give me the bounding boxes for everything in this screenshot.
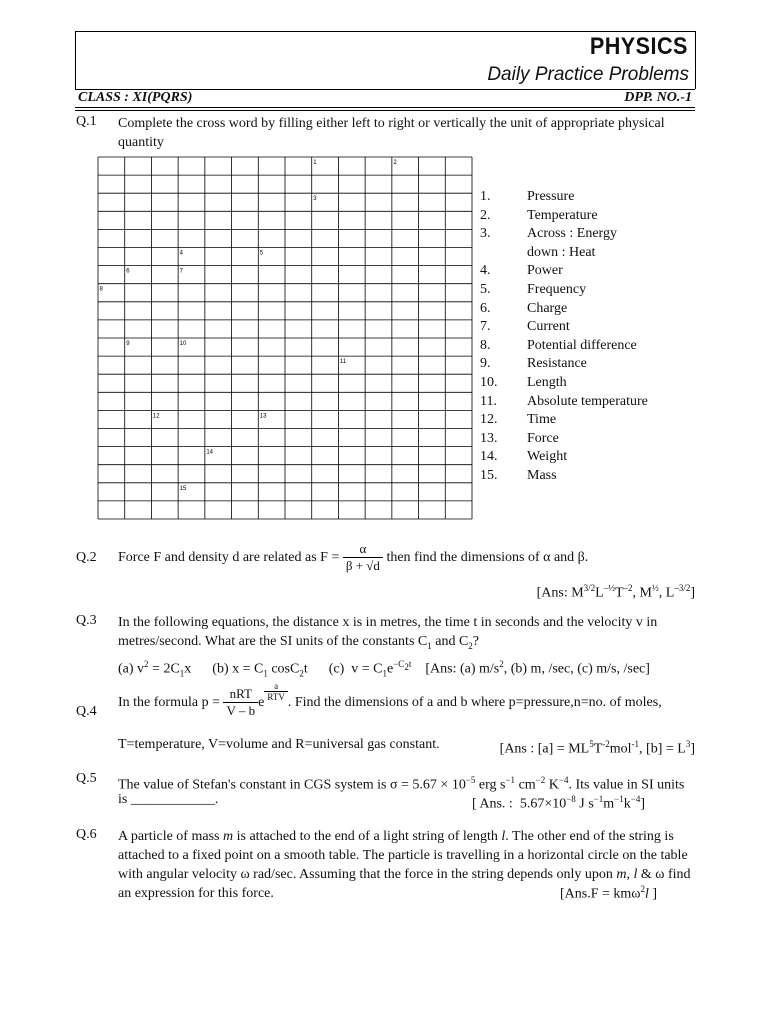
question-number: Q.2 [76, 550, 97, 565]
clue-text: Across : Energy [527, 226, 617, 242]
clue-number: 3. [480, 226, 491, 242]
grid-number: 15 [179, 485, 187, 492]
q4-line2 [118, 735, 695, 757]
clue-item [480, 411, 648, 430]
grid-number: 12 [152, 413, 160, 420]
q6-answer: [Ans.F = kmω$^2$l ] [560, 884, 658, 902]
clue-text: Length [527, 374, 567, 390]
clue-text: Potential difference [527, 337, 637, 353]
grid-number: 9 [126, 341, 130, 347]
q4-pre: In the formula p = [118, 695, 220, 710]
header-rule [75, 107, 695, 108]
clue-number: 10. [480, 374, 498, 390]
clue-item [480, 300, 648, 319]
q4-exp-den: RTV [267, 692, 285, 702]
clue-number: 7. [480, 319, 491, 335]
clue-text: Mass [527, 467, 557, 483]
clue-item [480, 281, 648, 300]
dpp-number: DPP. NO.-1 [624, 90, 692, 105]
clue-number: 12. [480, 412, 498, 428]
grid-number: 11 [339, 359, 347, 366]
q5-answer: [ Ans. : $5.67\times 10^{-8}$ J $s^{-1}m^{-1}k^{-4}$] [471, 794, 645, 812]
question-text [118, 540, 695, 576]
q4-frac-num: nRT [223, 686, 258, 703]
clue-item [480, 207, 648, 226]
question-number: Q.6 [76, 827, 97, 842]
clue-text: Current [527, 319, 570, 335]
clue-item [480, 225, 648, 244]
header-frame-right [695, 31, 696, 89]
question-text: Complete the cross word by filling either left to right or vertically the unit of appropriate physical quantity [118, 116, 665, 150]
question-number: Q.1 [76, 114, 97, 129]
clue-item [480, 188, 648, 207]
subject-title: PHYSICS [590, 33, 688, 60]
grid-number: 5 [259, 250, 264, 257]
clue-number: 11. [480, 393, 497, 409]
q4-exp-num: a [264, 681, 287, 692]
grid-number: 13 [259, 413, 267, 420]
clue-text: Charge [527, 300, 568, 316]
clue-item [480, 467, 648, 486]
clue-item [480, 318, 648, 337]
clue-number [480, 244, 527, 263]
question-text: In the following equations, the distance x is in metres, the time t in seconds and the velocity v in metres/second. What are the SI units of the constants $C_1$ and $C_2$? [118, 615, 658, 651]
clue-item [480, 337, 648, 356]
header-rule-double [75, 110, 695, 111]
q4-exponent [264, 681, 287, 702]
q2-pre: Force F and density d are related as F = [118, 550, 340, 565]
clue-number: 6. [480, 300, 491, 316]
clue-number: 8. [480, 337, 491, 353]
header-frame-top [75, 31, 695, 32]
question-text: In the formula p = $\frac{\text{nRT}}{V - b}$ e $\frac{a}{\text{RTV}}$ . Find the dimensions of a and b where p=pressure,n=no. of moles, [118, 681, 662, 719]
question-text: The value of Stefan's constant in CGS system is $\sigma = 5.67 \times 10^{-5}$ erg $s^{-1}$ $cm^{-2}$ $K^{-4}$. Its value in SI units [118, 775, 685, 793]
q4-line2-text: T=temperature, V=volume and R=universal gas constant. [118, 737, 440, 752]
clue-item [480, 244, 648, 263]
clue-item [480, 430, 648, 449]
clue-text: Frequency [527, 281, 587, 297]
clue-item [480, 448, 648, 467]
clue-number: 1. [480, 189, 491, 204]
q3-parts: (a) $v^2 = 2C_1x$ (b) $x = C_1$ cosC$_2$t (c) $v = C_1e^{-C_2t}$ [Ans: (a) $m/s^2$, (b) m, /sec, (c) m/s, /sec] [118, 659, 650, 679]
question-number: Q.4 [76, 704, 97, 719]
q2-frac-den: β + √d [345, 558, 380, 574]
q2-post: then find the dimensions of α and β. [386, 550, 589, 565]
class-label: CLASS : XI(PQRS) [78, 90, 193, 105]
clue-number: 15. [480, 467, 498, 483]
clue-number: 4. [480, 263, 491, 279]
clue-text: Temperature [527, 207, 598, 223]
clue-text: Power [527, 263, 563, 279]
header-frame-left [75, 31, 76, 89]
grid-number: 2 [393, 160, 397, 166]
clue-text: Force [527, 430, 559, 446]
question-number: Q.3 [76, 613, 97, 628]
q4-answer: [Ans : $[a] = ML^5T^{-2}mol^{-1}$, $[b] = L^3$] [499, 739, 695, 757]
clue-text: down : Heat [527, 244, 596, 260]
q5-line2 [118, 790, 695, 812]
clue-item [480, 355, 648, 374]
clue-text: Time [527, 412, 557, 428]
clue-number: 9. [480, 356, 491, 372]
grid-number: 6 [126, 268, 130, 275]
q2-frac-num: α [343, 541, 383, 558]
clue-text: Weight [527, 449, 568, 465]
clue-item [480, 262, 648, 281]
grid-number: 3 [313, 196, 317, 203]
q4-post: . Find the dimensions of a and b where p=pressure,n=no. of moles, [287, 695, 662, 710]
grid-number: 10 [179, 341, 187, 347]
crossword-grid [97, 156, 473, 520]
q2-answer: [Ans: $M^{3/2}L^{-\frac{1}{2}}T^{-2}$, $M^{\frac{1}{2}}$, $L^{-3/2}$] [536, 583, 695, 601]
question-number: Q.5 [76, 771, 97, 786]
q5-blank: is ____________. [118, 792, 219, 807]
clue-number: 2. [480, 207, 491, 223]
clue-number: 14. [480, 449, 498, 465]
clue-number: 5. [480, 281, 491, 297]
clue-item [480, 393, 648, 412]
clue-text: Absolute temperature [527, 393, 648, 409]
grid-number: 1 [313, 160, 317, 166]
clue-list [480, 188, 648, 486]
grid-number: 4 [179, 250, 183, 257]
q2-fraction [343, 541, 383, 574]
clue-number: 13. [480, 430, 498, 446]
clue-text: Pressure [527, 189, 575, 204]
dpp-title: Daily Practice Problems [487, 64, 689, 85]
grid-number: 8 [99, 286, 103, 293]
q4-fraction [223, 686, 258, 719]
clue-item [480, 374, 648, 393]
grid-number: 14 [206, 449, 214, 456]
q4-frac-den: V – b [226, 703, 256, 719]
question-text: A particle of mass m is attached to the end of a light string of length l. The other end of the string is attached to a fixed point on a smooth table. The particle is travelling in a horizontal circle on the table with angular velocity ω rad/sec. Assuming that the force in the string depends only upon m, l & ω find an expression for this force. [118, 829, 691, 901]
grid-number: 7 [179, 268, 183, 275]
clue-text: Resistance [527, 356, 587, 372]
